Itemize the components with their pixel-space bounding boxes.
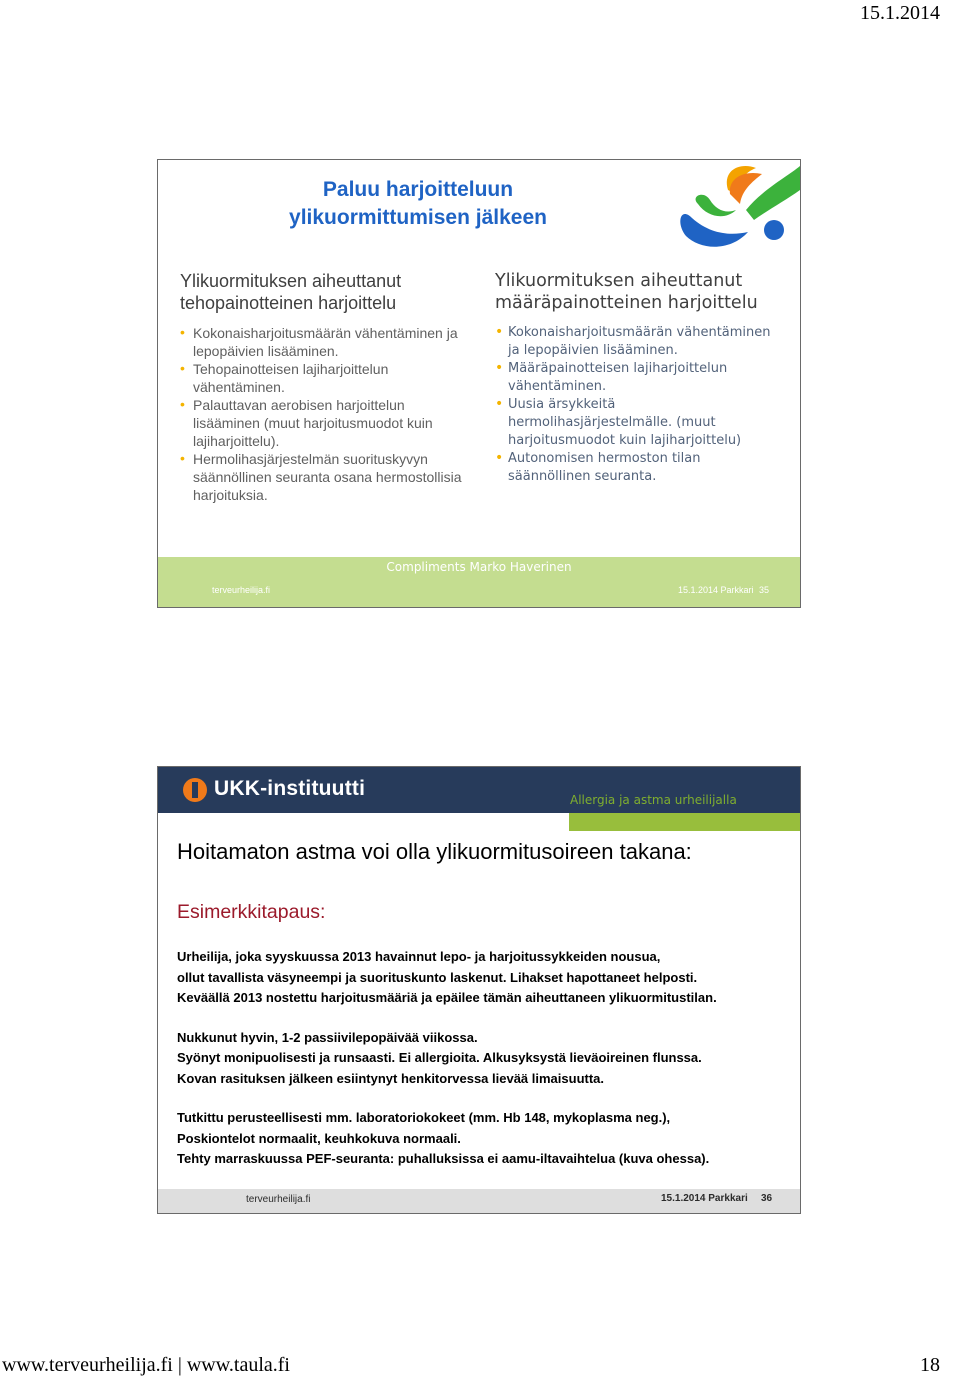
bullet-line: säännöllinen seuranta. [508,469,657,484]
bullet-item [495,360,795,396]
case-paragraph [177,1108,797,1170]
footer-date-author: 15.1.2014 Parkkari [661,1193,748,1204]
bullet-line: Kokonaisharjoitusmäärän vähentäminen [508,325,771,340]
footer-site: terveurheilija.fi [246,1194,311,1205]
bullet-dot-icon: • [495,324,504,340]
slide-subheading: Allergia ja astma urheilijalla [570,793,737,807]
bullet-line: Palauttavan aerobisen harjoittelun [193,397,405,413]
case-line: Tehty marraskuussa PEF-seuranta: puhalluksissa ei aamu-iltavaihtelua (kuva ohessa). [177,1151,710,1166]
bullet-line: hermolihasjärjestelmälle. (muut [508,415,716,430]
case-line: Tutkittu perusteellisesti mm. laboratoriokokeet (mm. Hb 148, mykoplasma neg.), [177,1110,671,1125]
bullet-dot-icon: • [495,450,504,466]
case-line: Kovan rasituksen jälkeen esiintynyt henkitorvessa lievää limaisuutta. [177,1070,605,1086]
bullet-item [180,360,480,396]
page-footer-links: www.terveurheilija.fi | www.taula.fi [2,1354,290,1376]
slide-35 [157,159,801,608]
bullet-dot-icon: • [180,396,185,412]
compliments-text: Compliments Marko Haverinen [386,560,572,574]
bullet-line: lepopäivien lisääminen. [193,343,339,359]
bullet-item [180,396,480,450]
bullet-dot-icon: • [495,396,504,412]
page-date: 15.1.2014 [860,2,940,24]
case-paragraph [177,947,797,1009]
column-heading [180,270,480,314]
footer-date-author: 15.1.2014 Parkkari [678,585,754,595]
bullet-dot-icon: • [495,360,504,376]
column-intensity-training [180,270,480,504]
case-line: Poskiontelot normaalit, keuhkokuva normaali. [177,1130,461,1146]
case-text [177,947,797,1189]
bullet-dot-icon: • [180,450,185,466]
bullet-line: harjoituksia. [193,487,268,503]
case-paragraph [177,1028,797,1090]
slide-title-line1: Paluu harjoitteluun [322,178,514,201]
ukk-logo-text: UKK-instituutti [214,777,366,800]
case-line: Nukkunut hyvin, 1-2 passiivilepopäivää viikossa. [177,1029,478,1045]
bullet-item [180,450,480,504]
bullet-dot-icon: • [180,324,185,340]
case-line: Syönyt monipuolisesti ja runsaasti. Ei allergioita. Alkusyksystä lieväoireinen flunssa. [177,1050,702,1065]
bullet-line: Autonomisen hermoston tilan [508,451,701,466]
column-heading-line1: Ylikuormituksen aiheuttanut [180,271,402,291]
bullet-line: harjoitusmuodot kuin lajiharjoittelu) [508,433,742,448]
case-line: Urheilija, joka syyskuussa 2013 havainnut lepo- ja harjoitussykkeiden nousua, [177,949,661,964]
slide-footer [158,557,800,607]
case-line: ollut tavallista väsyneempi ja suorituskunto laskenut. Lihakset hapottaneet helposti. [177,969,698,985]
bullet-dot-icon: • [180,360,185,376]
bullet-line: Kokonaisharjoitusmäärän vähentäminen ja [193,325,458,341]
sports-figure-logo-icon [670,160,800,256]
column-heading-line1: Ylikuormituksen aiheuttanut [495,271,743,291]
slide-number: 35 [759,585,770,595]
slide-title: Hoitamaton astma voi olla ylikuormitusoireen takana: [177,839,692,864]
bullet-line: säännöllinen seuranta osana hermostollisia [193,469,462,485]
slide-title [218,176,618,232]
bullet-line: vähentäminen. [193,379,285,395]
bullet-line: lisääminen (muut harjoitusmuodot kuin [193,415,433,431]
page-number: 18 [920,1354,940,1376]
bullet-line: Uusia ärsykkeitä [508,397,616,412]
slide-title-line2: ylikuormittumisen jälkeen [289,206,547,229]
bullet-item [495,324,795,360]
bullet-line: Määräpainotteisen lajiharjoittelun [508,361,728,376]
bullet-line: lajiharjoittelu). [193,433,280,449]
slide-36 [157,766,801,1214]
ukk-logo-icon [182,777,208,803]
bullet-item [180,324,480,360]
footer-site: terveurheilija.fi [212,585,271,595]
accent-green-band [569,813,801,831]
column-volume-training [495,270,795,486]
bullet-line: Hermolihasjärjestelmän suorituskyvyn [193,451,428,467]
bullet-list [495,324,795,486]
bullet-line: vähentäminen. [508,379,607,394]
bullet-line: Tehopainotteisen lajiharjoittelun [193,361,389,377]
column-heading-line2: tehopainotteinen harjoittelu [180,293,397,313]
column-heading [495,270,795,314]
example-heading: Esimerkkitapaus: [177,901,326,923]
case-line: Keväällä 2013 nostettu harjoitusmääriä ja epäilee tämän aiheuttaneen ylikuormitustilan. [177,990,717,1005]
slide-number: 36 [761,1193,773,1204]
bullet-list [180,324,480,504]
bullet-line: ja lepopäivien lisääminen. [508,343,678,358]
column-heading-line2: määräpainotteinen harjoittelu [495,293,758,313]
slide-footer [158,1189,800,1213]
bullet-item [495,450,795,486]
bullet-item [495,396,795,450]
